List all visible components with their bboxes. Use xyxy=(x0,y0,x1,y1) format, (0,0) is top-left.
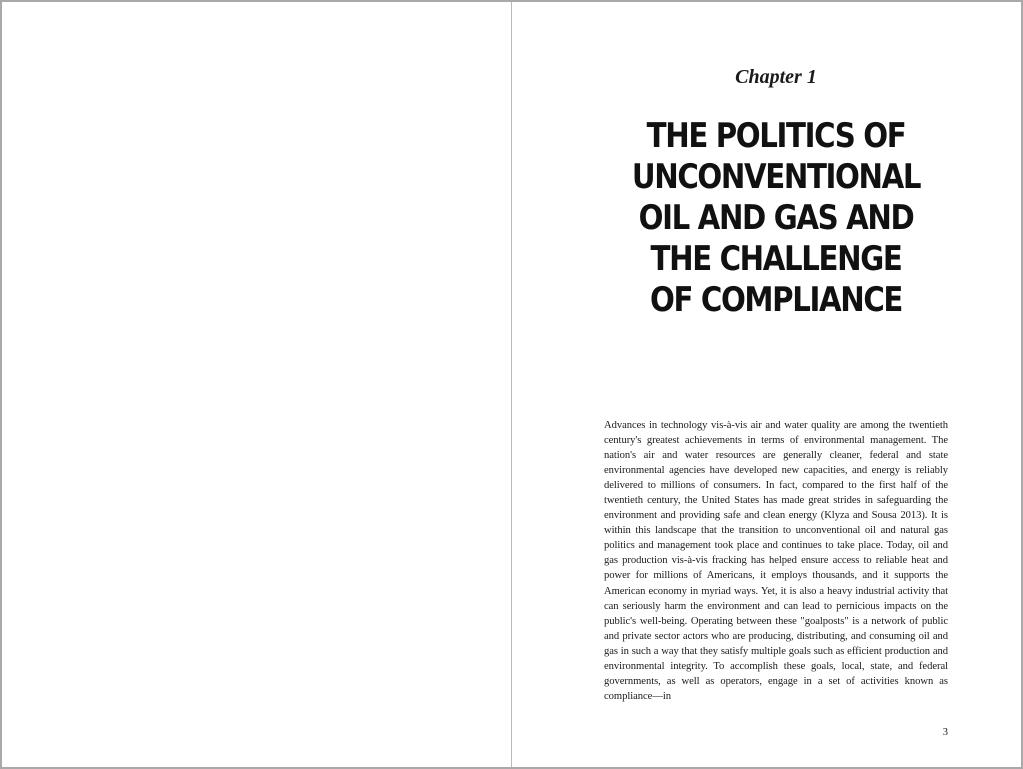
chapter-label: Chapter 1 xyxy=(735,66,817,88)
body-paragraph: Advances in technology vis-à-vis air and water quality are among the twentieth century's greatest achievements in terms of environmental management. The nation's air and water resources are generally cleaner, federal and state environmental agencies have developed new capacities, and energy is reliably delivered to millions of consumers. In fact, compared to the first half of the twentieth century, the United States has made great strides in safeguarding the environment and providing safe and clean energy (Klyza and Sousa 2013). It is within this landscape that the transition to unconventional oil and natural gas politics and management took place and continues to take place. Today, oil and gas production vis-à-vis fracking has helped ensure access to reliable heat and power for millions of Americans, it employs thousands, and it supports the American economy in myriad ways. Yet, it is also a heavy industrial activity that can seriously harm the environment and can lead to pernicious impacts on the public's well-being. Operating between these "goalposts" is a network of public and private sector actors who are producing, distributing, and consuming oil and gas in such a way that they satisfy multiple goals such as efficient production and environmental integrity. To accomplish these goals, local, state, and federal governments, as well as operators, engage in a set of activities known as compliance—in xyxy=(604,420,948,702)
left-page-blank xyxy=(2,2,511,767)
page-number: 3 xyxy=(942,727,948,738)
right-page xyxy=(512,2,1021,767)
chapter-title: THE POLITICS OF UNCONVENTIONAL OIL AND GAS AND THE CHALLENGE OF COMPLIANCE xyxy=(631,116,921,320)
book-spread xyxy=(2,2,1021,767)
